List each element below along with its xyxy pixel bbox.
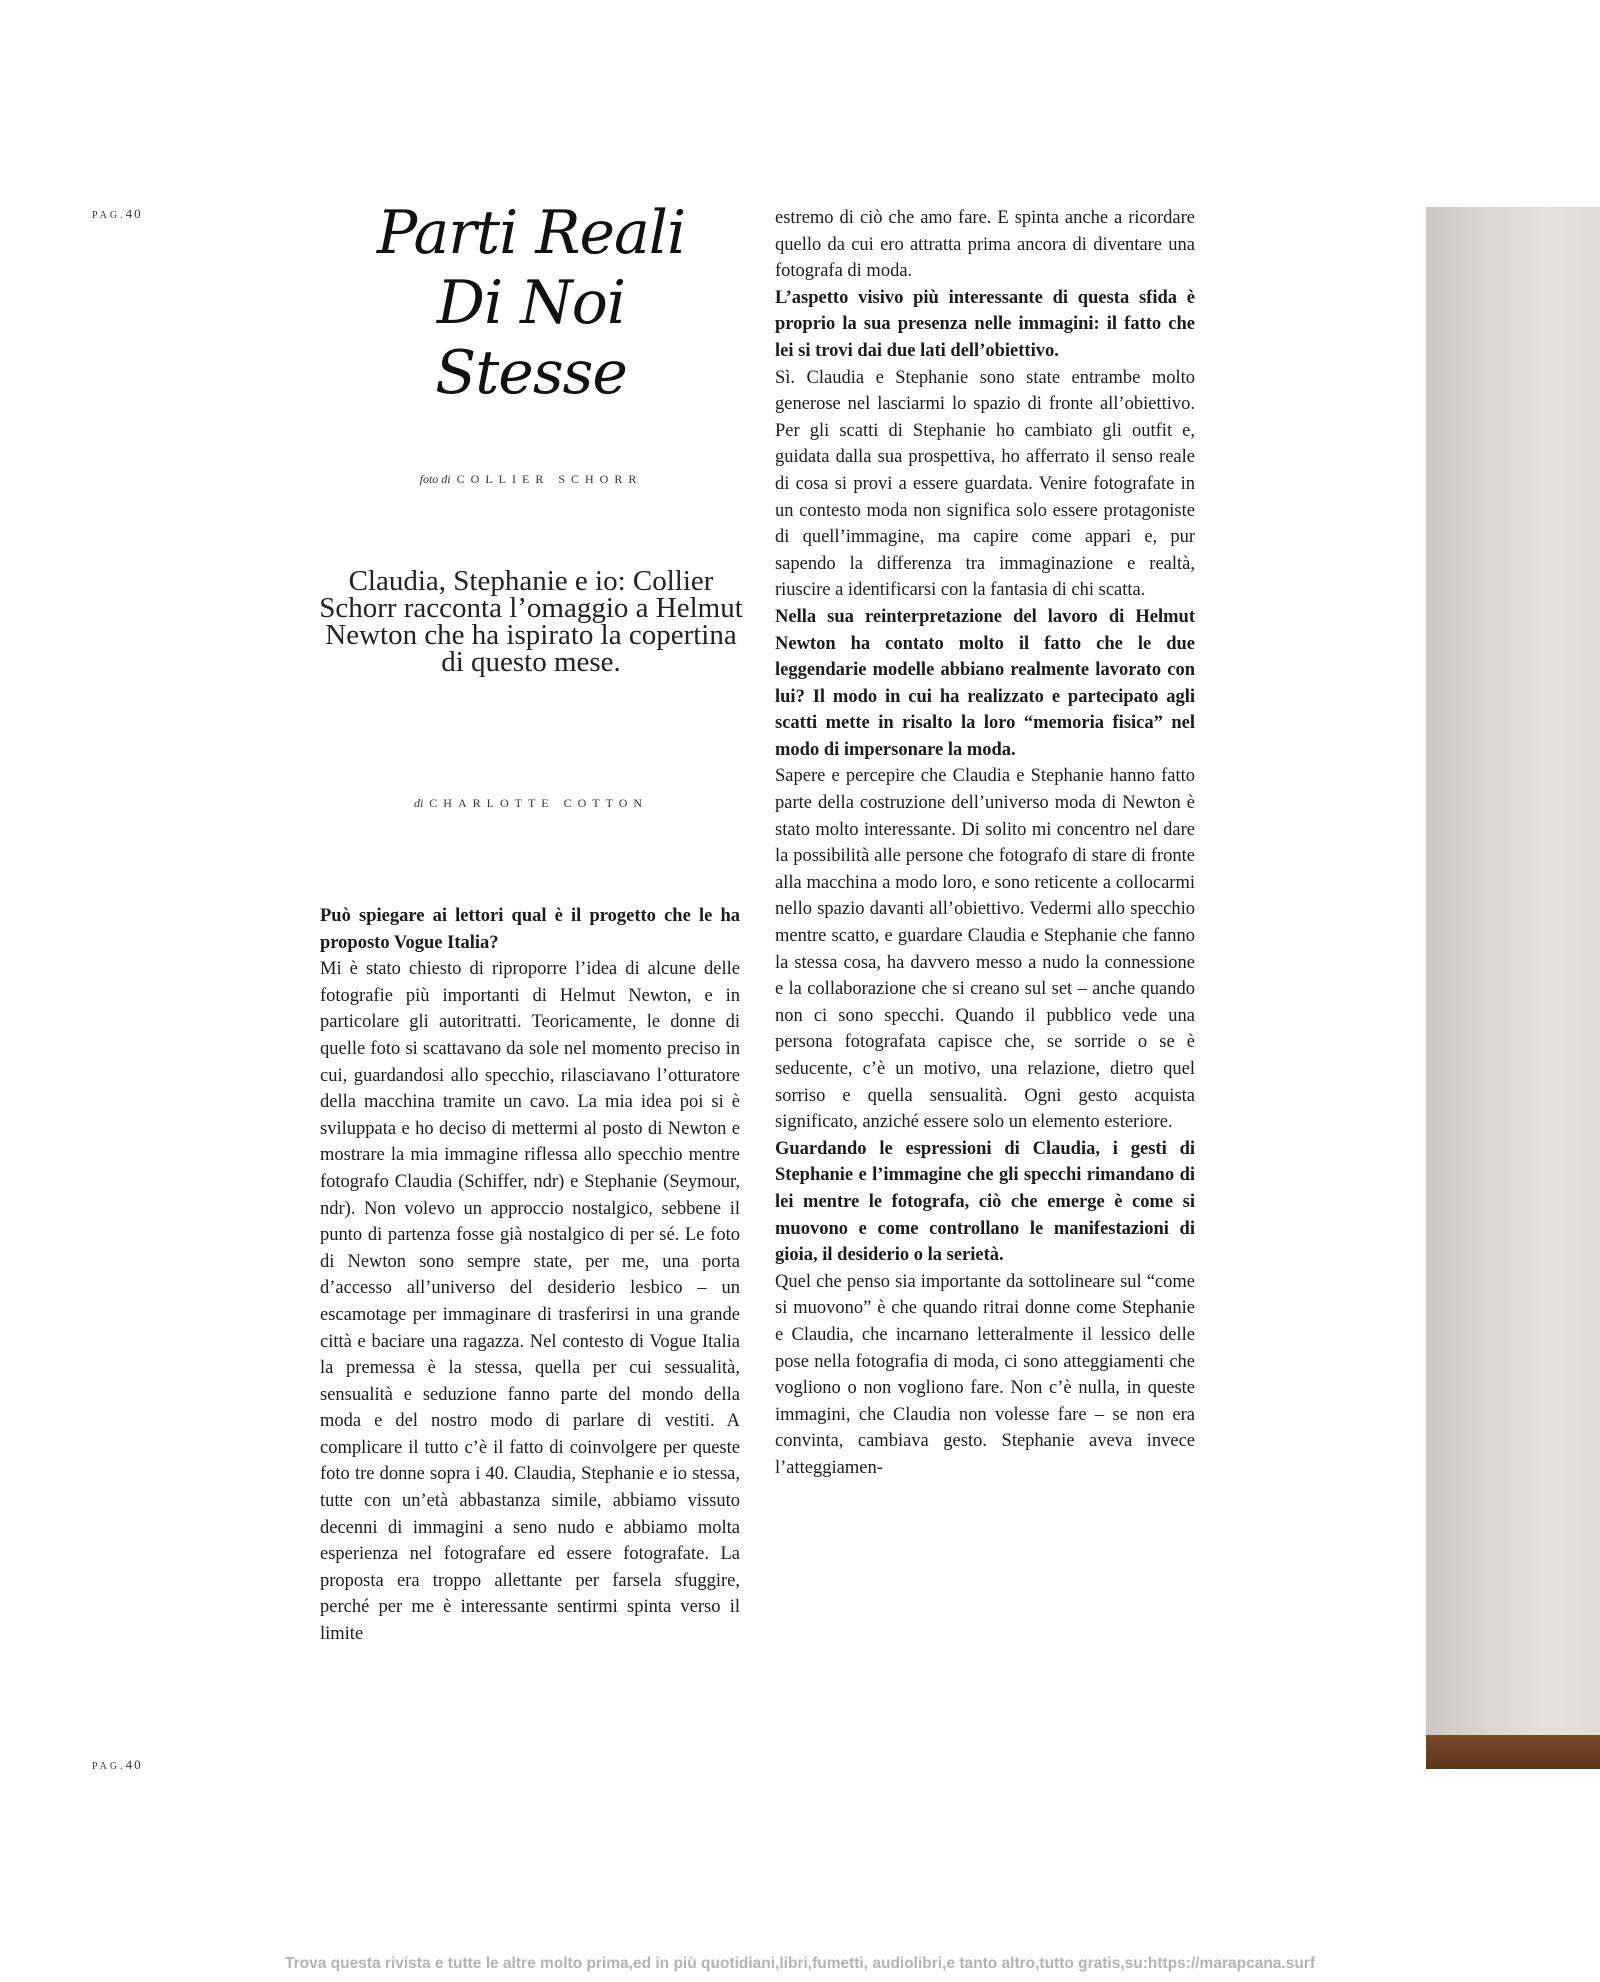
author-credit bbox=[318, 796, 744, 811]
photographer-name: COLLIER SCHORR bbox=[456, 472, 643, 486]
left-column bbox=[320, 903, 740, 1648]
title-line: Stesse bbox=[435, 338, 627, 408]
interview-question: Guardando le espressioni di Claudia, i gesti di Stephanie e l’immagine che gli specchi rimandano di lei mentre le fotografa, ciò che emerge è come si muovono e come controllano le manifestazioni di gioia, il desiderio o la serietà. bbox=[775, 1138, 1195, 1266]
title-line: Di Noi bbox=[436, 268, 626, 338]
title-line: Parti Reali bbox=[376, 198, 686, 268]
interview-answer: Quel che penso sia importante da sottolineare sul “come si muovono” è che quando ritrai donne come Stephanie e Claudia, che incarnano letteralmente il lessico delle pose nella fotografia di moda, ci sono atteggiamenti che vogliono o non vogliono fare. Non c’è nulla, in queste immagini, che Claudia non volesse fare – se non era convinta, cambiava gesto. Stephanie aveva invece l’atteggiamen- bbox=[775, 1271, 1195, 1478]
right-column bbox=[775, 205, 1195, 1482]
interview-question: Può spiegare ai lettori qual è il progetto che le ha proposto Vogue Italia? bbox=[320, 906, 740, 953]
interview-answer: Mi è stato chiesto di riproporre l’idea di alcune delle fotografie più importanti di Helmut Newton, e in particolare gli autoritratti. Teoricamente, le donne di quelle foto si scattavano da sole nel momento preciso in cui, guardandosi allo specchio, rilasciavano l’otturatore della macchina tramite un cavo. La mia idea poi si è sviluppata e ho deciso di mettermi al posto di Newton e mostrare la mia immagine riflessa allo specchio mentre fotografo Claudia (Schiffer, ndr) e Stephanie (Seymour, ndr). Non volevo un approccio nostalgico, sebbene il punto di partenza fosse già nostalgico di per sé. Le foto di Newton sono sempre state, per me, una porta d’accesso all’universo del desiderio lesbico – un escamotage per immaginare di trasferirsi in una grande città e baciare una ragazza. Nel contesto di Vogue Italia la premessa è la stessa, quella per cui sessualità, sensualità e seduzione fanno parte del mondo della moda e del nostro modo di parlare di vestiti. A complicare il tutto c’è il fatto di coinvolgere per queste foto tre donne sopra i 40. Claudia, Stephanie e io stessa, tutte con un’età abbastanza simile, abbiamo vissuto decenni di immagini a seno nudo e abbiamo molta esperienza nel fotografare ed essere fotografate. La proposta era troppo allettante per farsela sfuggire, perché per me è interessante sentirmi spinta verso il limite bbox=[320, 959, 740, 1645]
page-number-top: PAG.40 bbox=[92, 206, 143, 221]
interview-answer: estremo di ciò che amo fare. E spinta anche a ricordare quello da cui ero attratta prima ancora di diventare una fotografa di moda. bbox=[775, 208, 1195, 282]
photo-credit-prefix: foto di bbox=[419, 472, 451, 486]
interview-question: L’aspetto visivo più interessante di questa sfida è proprio la sua presenza nelle immagini: il fatto che lei si trovi dai due lati dell’obiettivo. bbox=[775, 287, 1195, 361]
author-credit-prefix: di bbox=[413, 796, 424, 810]
interview-answer: Sapere e percepire che Claudia e Stephanie hanno fatto parte della costruzione dell’universo moda di Newton è stato molto interessante. Di solito mi concentro nel dare la possibilità alle persone che fotografo di stare di fronte alla macchina a modo loro, e sono reticente a collocarmi nello spazio davanti all’obiettivo. Vedermi allo specchio mentre scatto, e guardare Claudia e Stephanie che fanno la stessa cosa, ha davvero messo a nudo la connessione e la collaborazione che si creano sul set – anche quando non ci sono specchi. Quando il pubblico vede una persona fotografata capisce che, se sorride o se è seducente, c’è un motivo, una relazione, dietro quel sorriso e quella sensualità. Ogni gesto acquista significato, anziché essere solo un elemento esteriore. bbox=[775, 766, 1195, 1133]
photo-credit bbox=[318, 472, 744, 487]
photo-floor bbox=[1426, 1735, 1600, 1769]
article-title bbox=[318, 198, 744, 408]
footer-note: Trova questa rivista e tutte le altre molto prima,ed in più quotidiani,libri,fumetti, audiolibri,e tanto altro,tutto gratis,su:https://marapcana.surf bbox=[284, 1955, 1316, 1972]
page-number-bottom: PAG.40 bbox=[92, 1757, 143, 1772]
author-name: CHARLOTTE COTTON bbox=[429, 796, 649, 810]
interview-answer: Sì. Claudia e Stephanie sono state entrambe molto generose nel lasciarmi lo spazio di fronte all’obiettivo. Per gli scatti di Stephanie ho cambiato gli outfit e, guidata dalla sua prospettiva, ho afferrato il senso reale di cosa si provi a essere guardata. Venire fotografate in un contesto moda non significa solo essere protagoniste di quell’immagine, ma capire come appari e, pur sapendo la differenza tra immaginazione e realtà, riuscire a identificarsi con la fantasia di chi scatta. bbox=[775, 367, 1195, 601]
interview-question: Nella sua reinterpretazione del lavoro di Helmut Newton ha contato molto il fatto che le due leggendarie modelle abbiano realmente lavorato con lui? Il modo in cui ha realizzato e partecipato agli scatti mette in risalto la loro “memoria fisica” nel modo di impersonare la moda. bbox=[775, 606, 1195, 760]
cover-photo-edge bbox=[1426, 207, 1600, 1769]
article-deck: Claudia, Stephanie e io: Collier Schorr racconta l’omaggio a Helmut Newton che ha ispirato la copertina di questo mese. bbox=[319, 565, 743, 678]
